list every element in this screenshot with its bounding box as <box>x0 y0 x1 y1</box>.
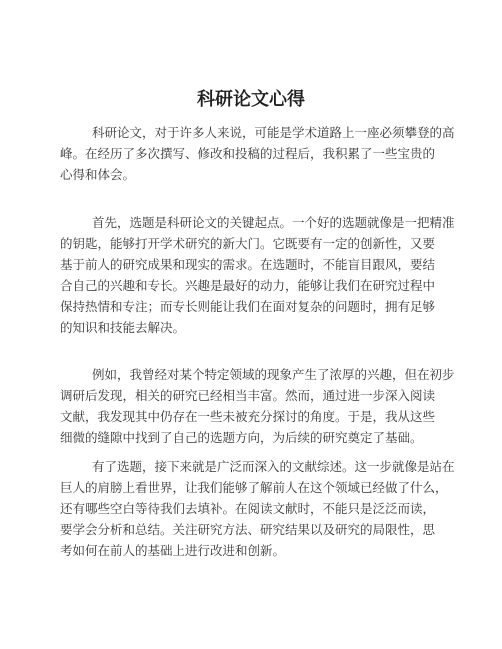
paragraph-line: 心得和体会。 <box>60 167 136 182</box>
paragraph-line: 的知识和技能去解决。 <box>60 320 186 335</box>
paragraph-line: 文献，我发现其中仍存在一些未被充分探讨的角度。于是，我从这些 <box>60 409 436 424</box>
paragraph-line: 合自己的兴趣和专长。兴趣是最好的动力，能够让我们在研究过程中 <box>60 278 436 293</box>
paragraph-line: 首先，选题是科研论文的关键起点。一个好的选题就像是一把精准 <box>92 215 455 230</box>
paragraph-line: 保持热情和专注；而专长则能让我们在面对复杂的问题时，拥有足够 <box>60 299 436 314</box>
paragraph-line: 峰。在经历了多次撰写、修改和投稿的过程后，我积累了一些宝贵的 <box>60 146 436 161</box>
paragraph-line: 巨人的肩膀上看世界，让我们能够了解前人在这个领域已经做了什么， <box>60 480 448 495</box>
paragraph-line: 细微的缝隙中找到了自己的选题方向，为后续的研究奠定了基础。 <box>60 430 423 445</box>
paragraph-line: 科研论文，对于许多人来说，可能是学术道路上一座必须攀登的高 <box>92 125 455 140</box>
paragraph-example <box>60 364 460 448</box>
paragraph-line: 考如何在前人的基础上进行改进和创新。 <box>60 543 286 558</box>
paragraph-topic-selection <box>60 212 460 338</box>
paragraph-line: 的钥匙，能够打开学术研究的新大门。它既要有一定的创新性，又要 <box>60 236 436 251</box>
paragraph-line: 基于前人的研究成果和现实的需求。在选题时，不能盲目跟风，要结 <box>60 257 436 272</box>
paragraph-literature-review <box>60 456 460 561</box>
paragraph-line: 例如，我曾经对某个特定领域的现象产生了浓厚的兴趣，但在初步 <box>92 367 455 382</box>
paragraph-line: 有了选题，接下来就是广泛而深入的文献综述。这一步就像是站在 <box>92 459 455 474</box>
document-title: 科研论文心得 <box>197 89 305 110</box>
paragraph-line: 还有哪些空白等待我们去填补。在阅读文献时，不能只是泛泛而读， <box>60 501 436 516</box>
paragraph-line: 调研后发现，相关的研究已经相当丰富。然而，通过进一步深入阅读 <box>60 388 436 403</box>
paragraph-line: 要学会分析和总结。关注研究方法、研究结果以及研究的局限性，思 <box>60 522 436 537</box>
paragraph-intro <box>60 122 460 185</box>
